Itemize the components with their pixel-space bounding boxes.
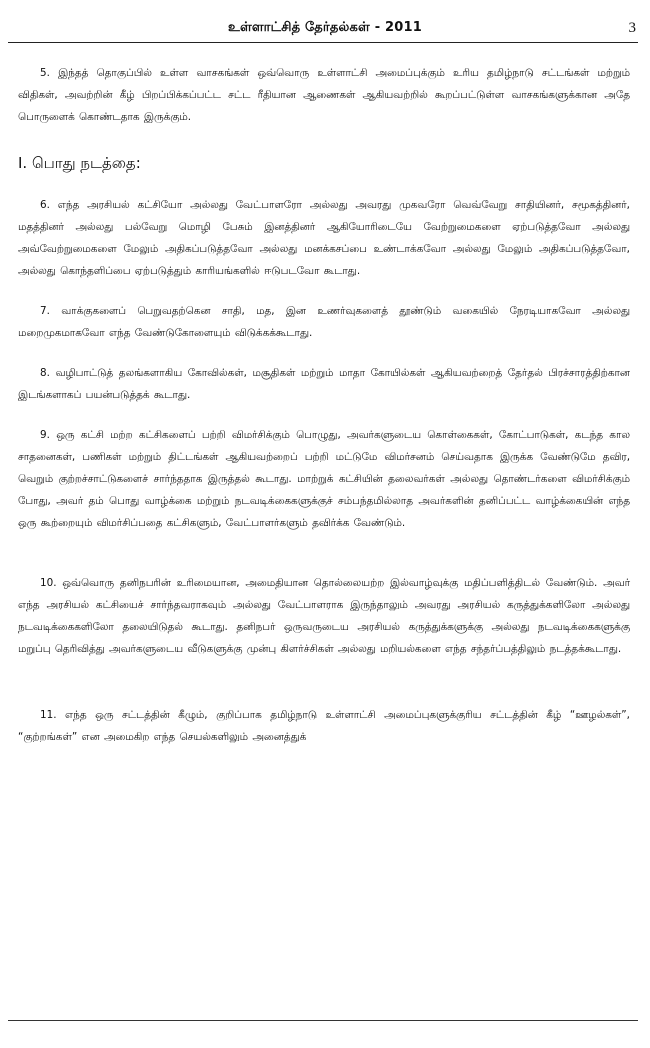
footer-rule bbox=[8, 1020, 638, 1021]
paragraph-11: 11. எந்த ஒரு சட்டத்தின் கீழும், குறிப்பாக தமிழ்நாடு உள்ளாட்சி அமைப்புகளுக்குரிய சட்டத்தின் கீழ் “ஊழல்கள்”, “குற்றங்கள்” என அமைகிற எந்த செயல்களிலும் அனைத்துக் bbox=[18, 709, 630, 743]
paragraph-5: 5. இந்தத் தொகுப்பில் உள்ள வாசகங்கள் ஒவ்வொரு உள்ளாட்சி அமைப்புக்கும் உரிய தமிழ்நாடு சட்டங்கள் மற்றும் விதிகள், அவற்றின் கீழ் பிறப்பிக்கப்பட்ட சட்ட ரீதியான ஆணைகள் ஆகியவற்றில் கூறப்பட்டுள்ள வாசகங்களுக்கான அதே பொருளைக் கொண்டதாக இருக்கும். bbox=[18, 67, 630, 123]
paragraph-6: 6. எந்த அரசியல் கட்சியோ அல்லது வேட்பாளரோ அல்லது அவரது முகவரோ வெவ்வேறு சாதியினர், சமூகத்தினர், மதத்தினர் அல்லது பல்வேறு மொழி பேசும் இனத்தினர் ஆகியோரிடையே வேற்றுமைகளை ஏற்படுத்தவோ அல்லது அவ்வேற்றுமைகளை மேலும் அதிகப்படுத்தவோ அல்லது மனக்கசப்பை உண்டாக்கவோ அல்லது மேலும் அதிகப்படுத்தவோ, அல்லது கொந்தளிப்பை ஏற்படுத்தும் காரியங்களில் ஈடுபடவோ கூடாது. bbox=[18, 199, 630, 277]
header-rule bbox=[8, 42, 638, 43]
page-content bbox=[18, 62, 630, 748]
paragraph-9: 9. ஒரு கட்சி மற்ற கட்சிகளைப் பற்றி விமர்சிக்கும் பொழுது, அவர்களுடைய கொள்கைகள், கோட்பாடுகள், கடந்த கால சாதனைகள், பணிகள் மற்றும் திட்டங்கள் ஆகியவற்றைப் பற்றி மட்டுமே விமர்சனம் செய்வதாக இருக்க வேண்டுமே தவிர, வெறும் குற்றச்சாட்டுகளைச் சார்ந்ததாக இருத்தல் கூடாது. மாற்றுக் கட்சியின் தலைவர்கள் அல்லது தொண்டர்களை விமர்சிக்கும் போது, அவர் தம் பொது வாழ்க்கை மற்றும் நடவடிக்கைகளுக்குச் சம்பந்தமில்லாத அவர்களின் தனிப்பட்ட வாழ்க்கையின் எந்த ஒரு கூற்றையும் விமர்சிப்பதை கட்சிகளும், வேட்பாளர்களும் தவிர்க்க வேண்டும். bbox=[18, 429, 630, 529]
paragraph-10: 10. ஒவ்வொரு தனிநபரின் உரிமையான, அமைதியான தொல்லையற்ற இல்வாழ்வுக்கு மதிப்பளித்திடல் வேண்டும். அவர் எந்த அரசியல் கட்சியைச் சார்ந்தவராகவும் அல்லது வேட்பாளராக இருந்தாலும் அவரது அரசியல் கருத்துக்களிலோ அல்லது நடவடிக்கைகளிலோ தலையிடுதல் கூடாது. தனிநபர் ஒருவருடைய அரசியல் கருத்துக்களுக்கு அல்லது நடவடிக்கைகளுக்கு மறுப்பு தெரிவித்து அவர்களுடைய வீடுகளுக்கு முன்பு கிளர்ச்சிகள் அல்லது மறியல்களை எந்த சந்தர்ப்பத்திலும் நடத்தக்கூடாது. bbox=[18, 577, 630, 655]
page-number: 3 bbox=[628, 20, 636, 36]
paragraph-7: 7. வாக்குகளைப் பெறுவதற்கென சாதி, மத, இன உணர்வுகளைத் தூண்டும் வகையில் நேரடியாகவோ அல்லது மறைமுகமாகவோ எந்த வேண்டுகோளையும் விடுக்கக்கூடாது. bbox=[18, 305, 630, 339]
document-title: உள்ளாட்சித் தேர்தல்கள் - 2011 bbox=[228, 20, 422, 35]
paragraph-8: 8. வழிபாட்டுத் தலங்களாகிய கோவில்கள், மசூதிகள் மற்றும் மாதா கோயில்கள் ஆகியவற்றைத் தேர்தல் பிரச்சாரத்திற்கான இடங்களாகப் பயன்படுத்தக் கூடாது. bbox=[18, 367, 630, 401]
page-header bbox=[8, 0, 642, 44]
section-heading-general-conduct: I. பொது நடத்தை: bbox=[18, 154, 141, 172]
